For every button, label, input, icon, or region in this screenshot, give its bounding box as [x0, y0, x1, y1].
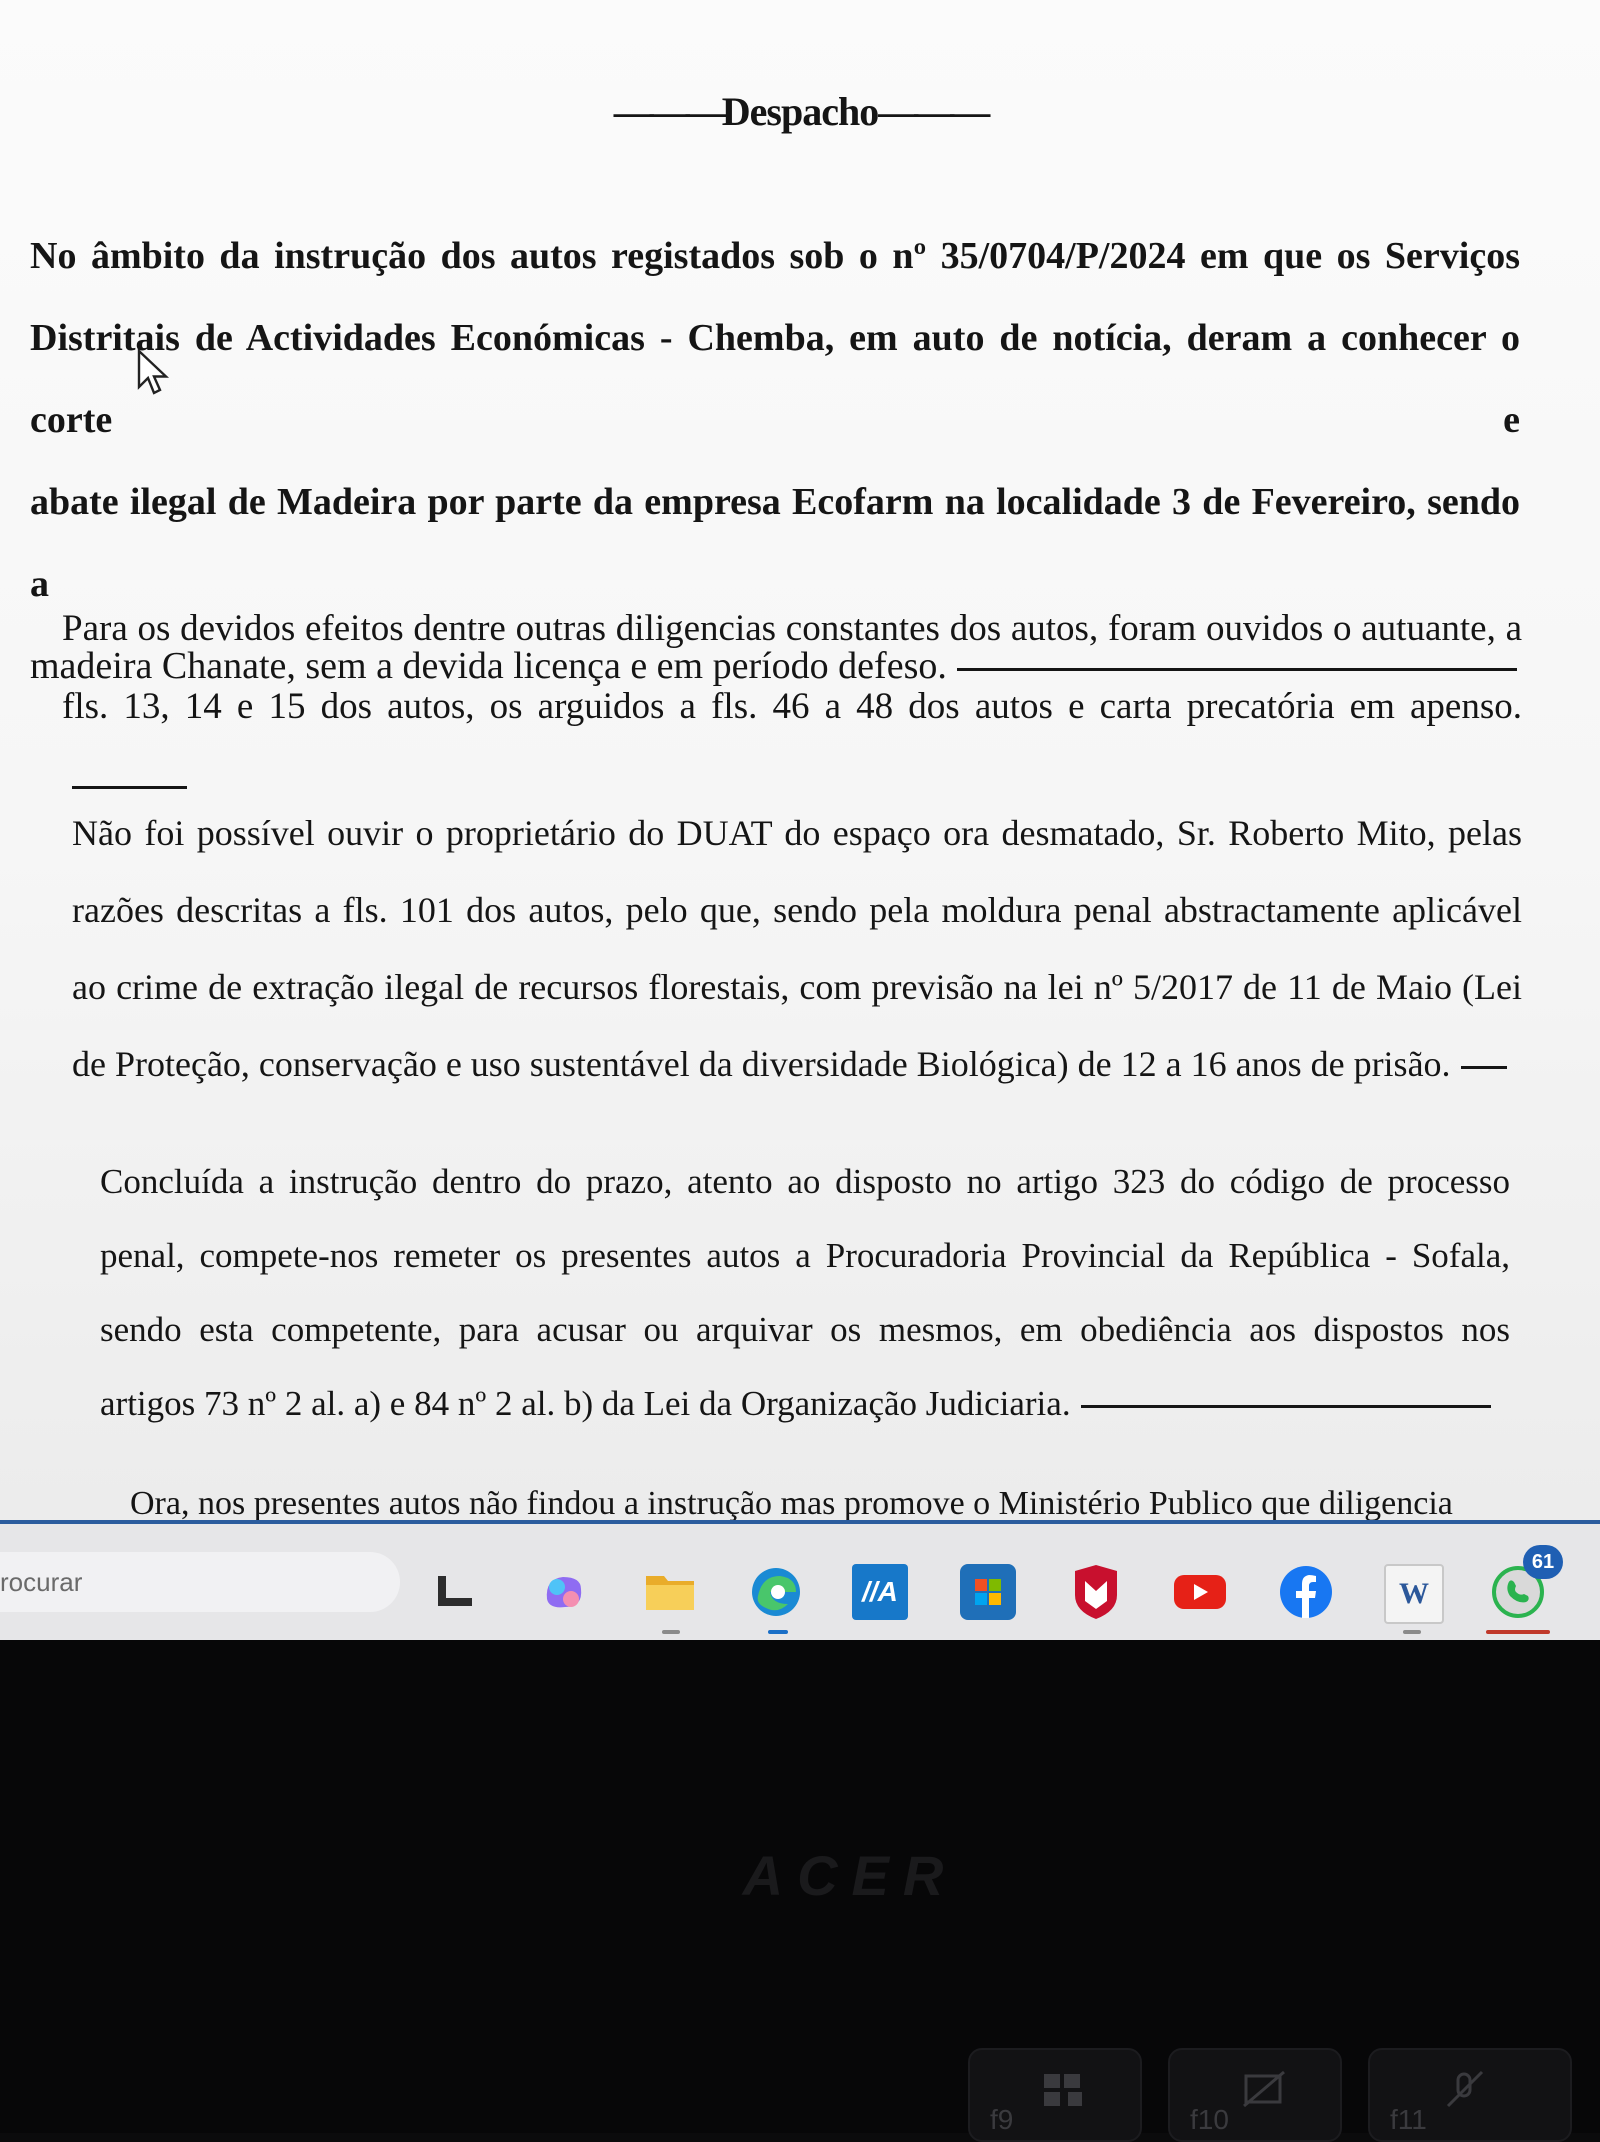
paragraph-line: sendo esta competente, para acusar ou arquivar os mesmos, em obediência aos dispostos nos [100, 1310, 1510, 1349]
search-input[interactable]: rocurar [0, 1552, 400, 1612]
paragraph-line: No âmbito da instrução dos autos registados sob o nº 35/0704/P/2024 em que os Serviços [30, 235, 1520, 277]
key-f10[interactable] [1168, 2048, 1342, 2142]
active-indicator [1486, 1630, 1550, 1634]
paragraph-3 [72, 795, 1522, 1103]
paragraph-4 [100, 1145, 1510, 1441]
paragraph-line: penal, compete-nos remeter os presentes autos a Procuradoria Provincial da República - Sofala, [100, 1236, 1510, 1275]
key-label: f10 [1190, 2104, 1229, 2135]
paragraph-5: Ora, nos presentes autos não findou a instrução mas promove o Ministério Publico que diligencia [130, 1485, 1453, 1520]
paragraph-line: razões descritas a fls. 101 dos autos, pelo que, sendo pela moldura penal abstractamente aplicável [72, 890, 1522, 930]
lock-icon [1040, 2070, 1090, 2110]
paragraph-line: fls. 13, 14 e 15 dos autos, os arguidos a fls. 46 a 48 dos autos e carta precatória em apenso. [62, 668, 1522, 824]
running-indicator [662, 1630, 680, 1634]
brand-logo: ACER [742, 1844, 958, 1907]
paragraph-line: ao crime de extração ilegal de recursos florestais, com previsão na lei nº 5/2017 de 11 de Maio (Lei [72, 967, 1522, 1007]
facebook-icon[interactable] [1278, 1564, 1334, 1620]
paragraph-line: Não foi possível ouvir o proprietário do DUAT do espaço ora desmatado, Sr. Roberto Mito, pelas [72, 813, 1522, 853]
paragraph-line: madeira Chanate, sem a devida licença e em período defeso. [30, 625, 1520, 707]
paragraph-2 [62, 590, 1522, 824]
paragraph-line: abate ilegal de Madeira por parte da empresa Ecofarm na localidade 3 de Fevereiro, sendo a [30, 481, 1520, 605]
mic-off-icon [1440, 2070, 1490, 2110]
paragraph-line: Concluída a instrução dentro do prazo, atento ao disposto no artigo 323 do código de processo [100, 1162, 1510, 1201]
paragraph-line: Para os devidos efeitos dentre outras diligencias constantes dos autos, foram ouvidos o autuante, a [62, 608, 1522, 649]
shield-icon[interactable] [1068, 1564, 1124, 1620]
mouse-cursor-icon [136, 348, 172, 396]
app-7a-icon[interactable]: //A [852, 1564, 908, 1620]
paragraph-line: Distritais de Actividades Económicas - Chemba, em auto de notícia, deram a conhecer o corte e [30, 317, 1520, 441]
key-label: f9 [990, 2104, 1014, 2135]
key-f9[interactable] [968, 2048, 1142, 2142]
key-label: f11 [1390, 2104, 1427, 2135]
active-indicator [768, 1630, 788, 1634]
youtube-icon[interactable] [1172, 1564, 1228, 1620]
laptop-bezel [0, 1640, 1600, 2133]
copilot-icon[interactable] [536, 1564, 592, 1620]
paragraph-line: artigos 73 nº 2 al. a) e 84 nº 2 al. b) da Lei da Organização Judiciaria. [100, 1367, 1510, 1441]
key-f11[interactable] [1368, 2048, 1572, 2142]
task-view-icon[interactable] [428, 1564, 484, 1620]
edge-icon[interactable] [748, 1564, 804, 1620]
word-icon[interactable]: W [1384, 1564, 1444, 1624]
paragraph-line: de Proteção, conservação e uso sustentável da diversidade Biológica) de 12 a 16 anos de prisão. [72, 1026, 1522, 1103]
notification-badge: 61 [1523, 1545, 1563, 1579]
folder-icon[interactable] [642, 1564, 698, 1620]
store-icon[interactable] [960, 1564, 1016, 1620]
document-title: ———Despacho——— [613, 89, 987, 134]
taskbar [0, 1520, 1600, 1644]
touchpad-off-icon [1240, 2070, 1290, 2110]
running-indicator [1403, 1630, 1421, 1634]
